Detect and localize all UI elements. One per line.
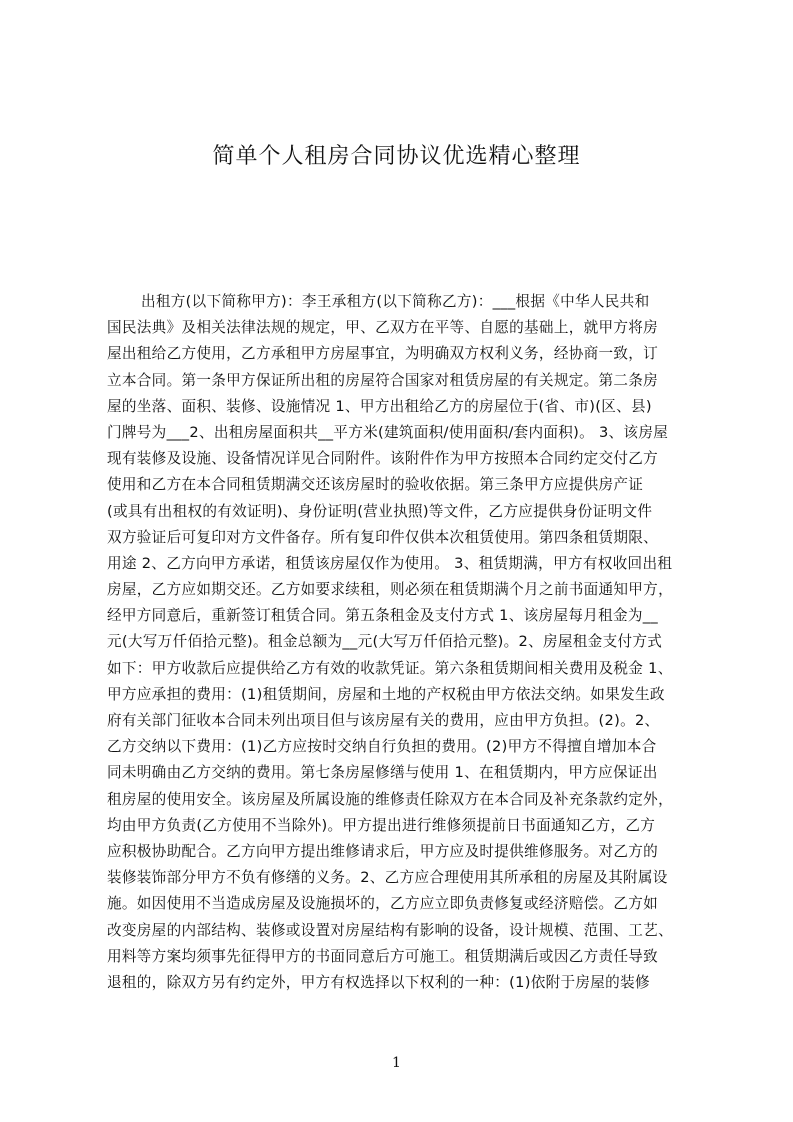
body-line: 元(大写万仟佰拾元整)。租金总额为__元(大写万仟佰拾元整)。2、房屋租金支付方式 xyxy=(107,633,663,651)
body-line: 用途 2、乙方向甲方承诺，租赁该房屋仅作为使用。 3、租赁期满，甲方有权收回出租 xyxy=(107,554,673,572)
body-line: 甲方应承担的费用：(1)租赁期间，房屋和土地的产权税由甲方依法交纳。如果发生政 xyxy=(107,685,665,703)
contract-body xyxy=(107,289,695,991)
body-line: 出租方(以下简称甲方)：李王承租方(以下简称乙方)：___根据《中华人民共和 xyxy=(141,293,650,310)
body-line: 同未明确由乙方交纳的费用。第七条房屋修缮与使用 1、在租赁期内，甲方应保证出 xyxy=(107,764,658,782)
body-line: 均由甲方负责(乙方使用不当除外)。甲方提出进行维修须提前日书面通知乙方，乙方 xyxy=(107,816,656,834)
body-line: 装修装饰部分甲方不负有修缮的义务。2、乙方应合理使用其所承租的房屋及其附属设 xyxy=(107,869,668,887)
body-line: 使用和乙方在本合同租赁期满交还该房屋时的验收依据。第三条甲方应提供房产证 xyxy=(107,476,644,494)
body-line: 屋的坐落、面积、装修、设施情况 1、甲方出租给乙方的房屋位于(省、市)(区、县) xyxy=(107,397,652,415)
document-title: 简单个人租房合同协议优选精心整理 xyxy=(212,144,581,169)
body-line: 屋出租给乙方使用，乙方承租甲方房屋事宜，为明确双方权利义务，经协商一致，订 xyxy=(107,345,659,363)
body-line: 租房屋的使用安全。该房屋及所属设施的维修责任除双方在本合同及补充条款约定外， xyxy=(107,790,673,808)
body-line: 用料等方案均须事先征得甲方的书面同意后方可施工。租赁期满后或因乙方责任导致 xyxy=(107,947,659,965)
body-line: 退租的，除双方另有约定外，甲方有权选择以下权利的一种：(1)依附于房屋的装修 xyxy=(107,973,650,991)
body-line: 乙方交纳以下费用：(1)乙方应按时交纳自行负担的费用。(2)甲方不得擅自增加本合 xyxy=(107,738,657,756)
page-number: 1 xyxy=(392,1055,401,1071)
body-line: 房屋，乙方应如期交还。乙方如要求续租，则必须在租赁期满个月之前书面通知甲方， xyxy=(107,581,673,599)
body-line: 改变房屋的内部结构、装修或设置对房屋结构有影响的设备，设计规模、范围、工艺、 xyxy=(107,921,673,939)
body-line: 立本合同。第一条甲方保证所出租的房屋符合国家对租赁房屋的有关规定。第二条房 xyxy=(107,371,659,389)
body-line: 府有关部门征收本合同未列出项目但与该房屋有关的费用，应由甲方负担。(2)。2、 xyxy=(107,712,660,729)
body-line: 国民法典》及相关法律法规的规定，甲、乙双方在平等、自愿的基础上，就甲方将房 xyxy=(107,319,659,337)
body-line: 门牌号为___2、出租房屋面积共__平方米(建筑面积/使用面积/套内面积)。 3、该房屋 xyxy=(107,423,669,441)
body-line: (或具有出租权的有效证明)、身份证明(营业执照)等文件，乙方应提供身份证明文件 xyxy=(107,502,653,520)
body-line: 经甲方同意后，重新签订租赁合同。第五条租金及支付方式 1、该房屋每月租金为__ xyxy=(107,607,659,625)
body-line: 双方验证后可复印对方文件备存。所有复印件仅供本次租赁使用。第四条租赁期限、 xyxy=(107,528,659,546)
body-line: 施。如因使用不当造成房屋及设施损坏的，乙方应立即负责修复或经济赔偿。乙方如 xyxy=(107,895,659,913)
body-line: 如下：甲方收款后应提供给乙方有效的收款凭证。第六条租赁期间相关费用及税金 1、 xyxy=(107,659,673,677)
body-line: 应积极协助配合。乙方向甲方提出维修请求后，甲方应及时提供维修服务。对乙方的 xyxy=(107,842,659,860)
body-line: 现有装修及设施、设备情况详见合同附件。该附件作为甲方按照本合同约定交付乙方 xyxy=(107,450,659,468)
